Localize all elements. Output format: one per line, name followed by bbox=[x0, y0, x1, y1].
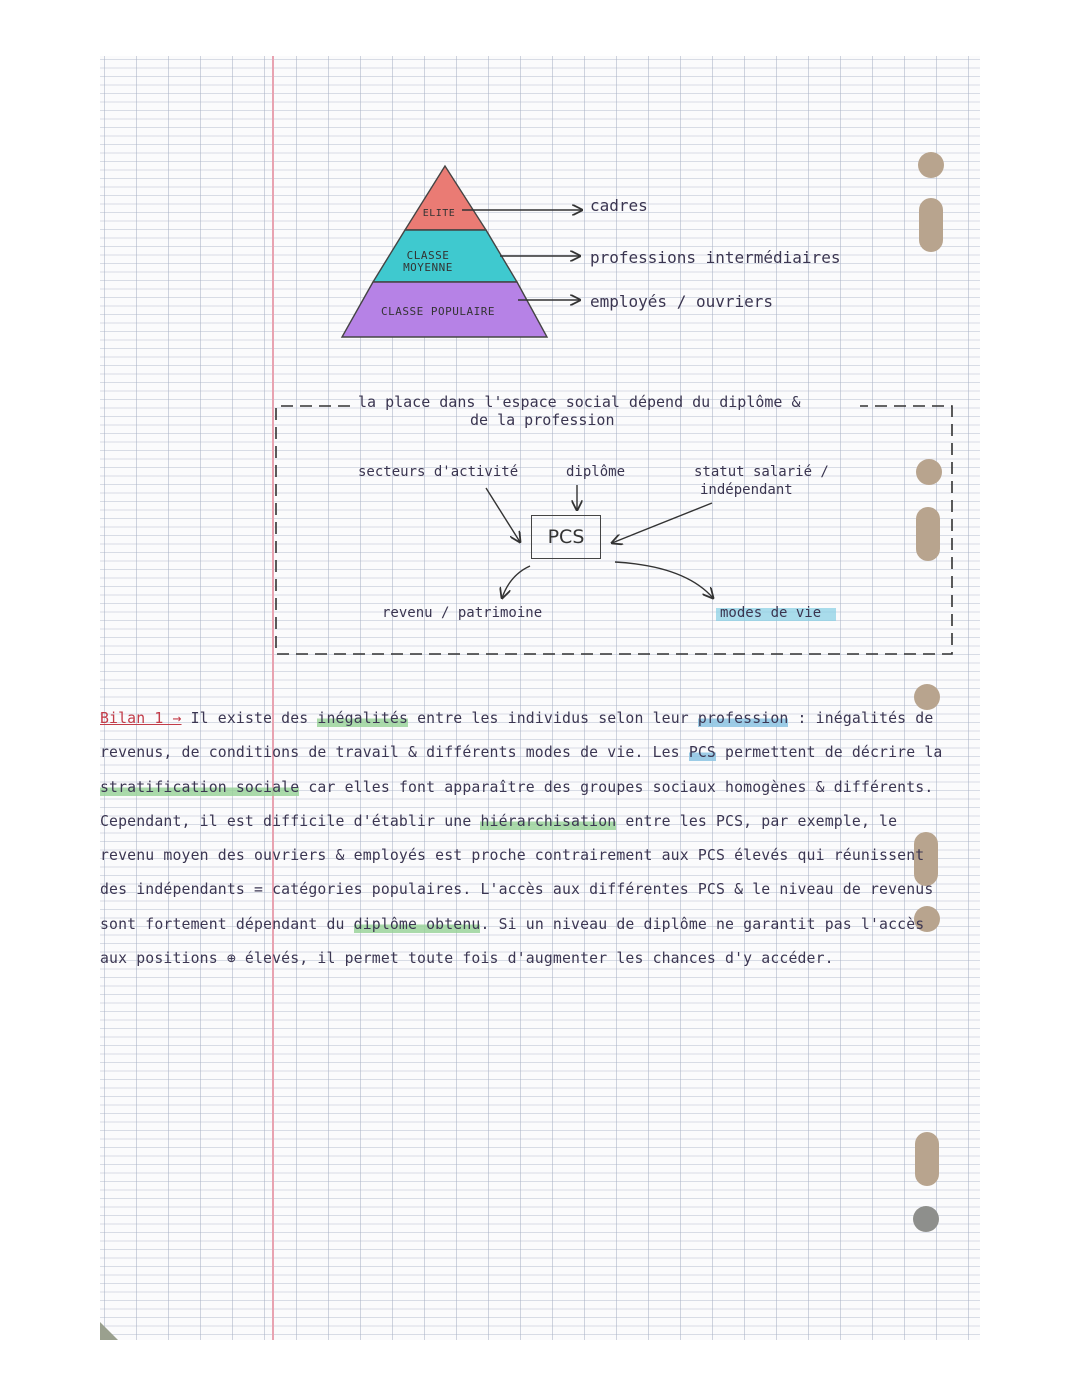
output-revenue: revenu / patrimoine bbox=[382, 605, 543, 621]
dashed-frame bbox=[276, 406, 952, 654]
diagram-heading-line2: de la profession bbox=[470, 411, 615, 429]
output-lifestyle: modes de vie bbox=[720, 605, 822, 621]
highlighted-term: PCS bbox=[688, 744, 716, 762]
highlighted-term: diplôme obtenu bbox=[353, 915, 481, 933]
arrow-status-to-pcs bbox=[612, 503, 712, 543]
summary-text: : inégalités de revenus, de conditions de travail & différents modes de vie. Les bbox=[100, 710, 934, 762]
pcs-box: PCS bbox=[531, 515, 601, 559]
summary-paragraph bbox=[100, 702, 960, 976]
input-status-line1: statut salarié / bbox=[694, 464, 829, 480]
pyramid-label-elite: ELITE bbox=[422, 208, 456, 219]
summary-body bbox=[100, 710, 942, 967]
highlighted-term: hiérarchisation bbox=[480, 812, 617, 830]
pyramid-label-popular: CLASSE POPULAIRE bbox=[381, 305, 495, 318]
diagram-heading: la place dans l'espace social dépend du diplôme & bbox=[358, 393, 801, 411]
highlighted-term: inégalités bbox=[317, 710, 409, 727]
target-cadres: cadres bbox=[590, 196, 648, 215]
highlighted-term: stratification sociale bbox=[100, 778, 300, 796]
arrow-sectors-to-pcs bbox=[486, 488, 520, 542]
input-sectors: secteurs d'activité bbox=[358, 464, 519, 480]
summary-text: entre les individus selon leur bbox=[408, 710, 698, 727]
summary-text: permettent de décrire la bbox=[716, 744, 943, 762]
input-status-line2: indépendant bbox=[700, 482, 793, 498]
highlighted-term: profession bbox=[697, 710, 789, 727]
target-workers: employés / ouvriers bbox=[590, 292, 774, 311]
arrow-pcs-to-lifestyle bbox=[615, 562, 713, 598]
pyramid-tier-elite bbox=[405, 166, 486, 230]
summary-text: entre les PCS, par exemple, le revenu moyen des ouvriers & employés est proche contrairement aux PCS élevés qui réunissent des indépendants = catégories populaires. L'accès aux différentes PCS & le niveau de revenus sont fortement dépendant du bbox=[100, 812, 934, 933]
summary-text: Il existe des bbox=[181, 710, 318, 727]
summary-text: . Si un niveau de diplôme ne garantit pas l'accès aux positions ⊕ élevés, il permet toute fois d'augmenter les chances d'y accéder. bbox=[100, 915, 925, 968]
summary-title: Bilan 1 → bbox=[100, 710, 182, 727]
pyramid-label-middle: CLASSE MOYENNE bbox=[403, 249, 453, 274]
input-diploma: diplôme bbox=[566, 464, 626, 480]
target-intermediate: professions intermédiaires bbox=[590, 248, 841, 267]
summary-text: car elles font apparaître des groupes sociaux homogènes & différents. Cependant, il est difficile d'établir une bbox=[100, 778, 934, 830]
arrow-pcs-to-revenue bbox=[502, 566, 530, 598]
